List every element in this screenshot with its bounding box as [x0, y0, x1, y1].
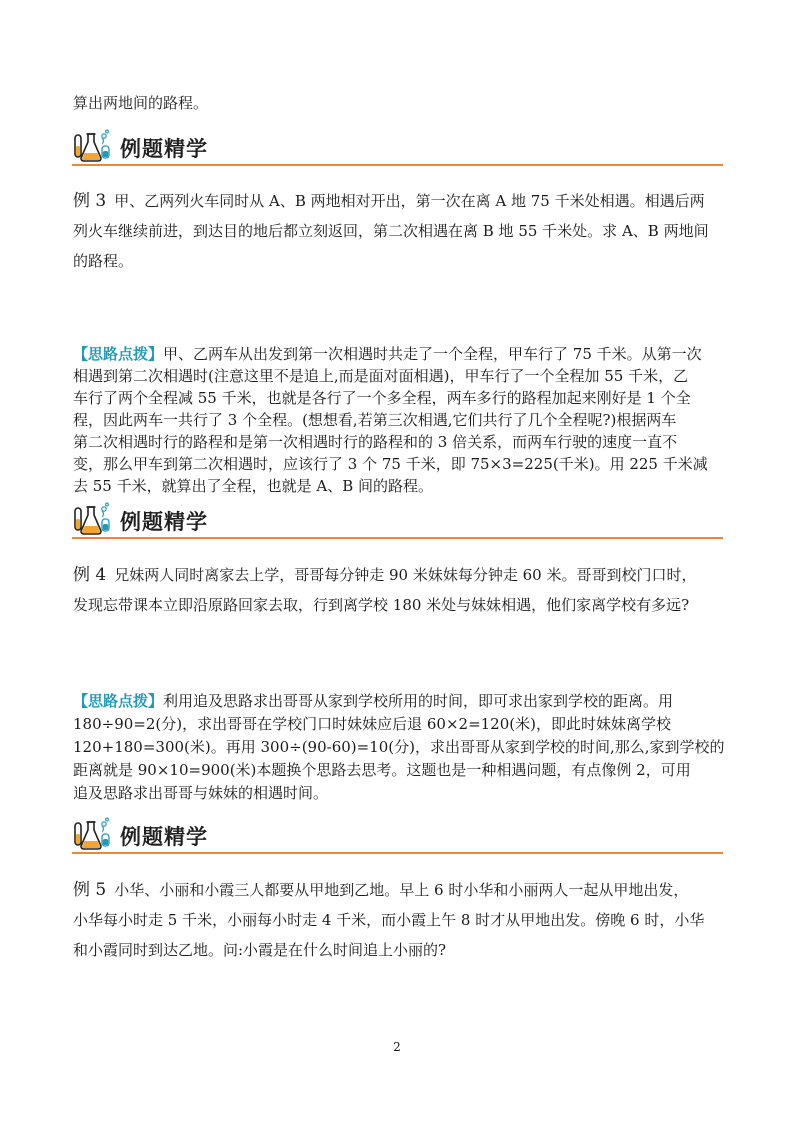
section-heading-3 [72, 814, 723, 854]
hint-4-line-2: 180÷90=2(分)，求出哥哥在学校门口时妹妹应后退 60×2=120(米)，即此时妹妹离学校 [73, 715, 671, 733]
example-3-line-2: 列火车继续前进，到达目的地后都立刻返回，第二次相遇在离 B 地 55 千米处。求 A、B 两地间 [73, 222, 709, 240]
hint-3-line-2: 相遇到第二次相遇时(注意这里不是追上,而是面对面相遇)，甲车行了一个全程加 55 千米，乙 [73, 367, 689, 385]
lab-flask-icon [72, 128, 112, 164]
hint-3-line-7: 去 55 千米，就算出了全程，也就是 A、B 间的路程。 [73, 477, 434, 495]
hint-4-line-3: 120+180=300(米)。再用 300÷(90-60)=10(分)，求出哥哥从家到学校的时间,那么,家到学校的 [73, 738, 725, 756]
example-5 [73, 875, 733, 965]
example-5-line-2: 小华每小时走 5 千米，小丽每小时走 4 千米，而小霞上午 8 时才从甲地出发。傍晚 6 时，小华 [73, 911, 705, 929]
hint-3-line-5: 第二次相遇时行的路程和是第一次相遇时行的路程和的 3 倍关系，而两车行驶的速度一直不 [73, 433, 678, 451]
section-divider [72, 852, 723, 854]
hint-3 [73, 343, 733, 497]
lab-flask-icon [72, 816, 112, 852]
example-5-line-3: 和小霞同时到达乙地。问:小霞是在什么时间追上小丽的? [73, 941, 447, 959]
example-3 [73, 186, 733, 276]
section-heading-title: 例题精学 [120, 825, 208, 849]
hint-tag: 【思路点拨】 [73, 692, 164, 710]
example-3-line-1: 甲、乙两列火车同时从 A、B 两地相对开出，第一次在离 A 地 75 千米处相遇。相遇后两 [114, 192, 705, 210]
lab-flask-icon [72, 501, 112, 537]
section-heading-title: 例题精学 [120, 137, 208, 161]
example-4-label: 例 4 [73, 565, 107, 585]
hint-3-line-6: 变，那么甲车到第二次相遇时，应该行了 3 个 75 千米，即 75×3=225(千米)。用 225 千米减 [73, 455, 708, 473]
example-5-line-1: 小华、小丽和小霞三人都要从甲地到乙地。早上 6 时小华和小丽两人一起从甲地出发， [114, 881, 689, 899]
hint-4-line-1: 利用追及思路求出哥哥从家到学校所用的时间，即可求出家到学校的距离。用 [163, 692, 674, 710]
section-heading-1 [72, 126, 723, 166]
hint-4-line-5: 追及思路求出哥哥与妹妹的相遇时间。 [73, 784, 329, 802]
hint-3-line-1: 甲、乙两车从出发到第一次相遇时共走了一个全程，甲车行了 75 千米。从第一次 [163, 345, 702, 363]
page-number: 2 [393, 1040, 401, 1054]
hint-4-line-4: 距离就是 90×10=900(米)本题换个思路去思考。这题也是一种相遇问题，有点像例 2，可用 [73, 761, 691, 779]
hint-3-line-3: 车行了两个全程减 55 千米，也就是各行了一个多全程，两车多行的路程加起来刚好是 1 个全 [73, 389, 691, 407]
section-divider [72, 537, 723, 539]
example-3-label: 例 3 [73, 191, 107, 211]
section-heading-title: 例题精学 [120, 510, 208, 534]
section-divider [72, 164, 723, 166]
hint-4 [73, 690, 733, 805]
hint-tag: 【思路点拨】 [73, 345, 164, 363]
example-5-label: 例 5 [73, 880, 107, 900]
example-4-line-1: 兄妹两人同时离家去上学，哥哥每分钟走 90 米妹妹每分钟走 60 米。哥哥到校门口时， [114, 566, 697, 584]
hint-3-line-4: 程，因此两车一共行了 3 个全程。(想想看,若第三次相遇,它们共行了几个全程呢?)根据两车 [73, 411, 677, 429]
intro-tail-text: 算出两地间的路程。 [73, 94, 209, 112]
example-4-line-2: 发现忘带课本立即沿原路回家去取，行到离学校 180 米处与妹妹相遇，他们家离学校有多远? [73, 596, 690, 614]
example-4 [73, 560, 733, 620]
example-3-line-3: 的路程。 [73, 252, 134, 270]
section-heading-2 [72, 499, 723, 539]
